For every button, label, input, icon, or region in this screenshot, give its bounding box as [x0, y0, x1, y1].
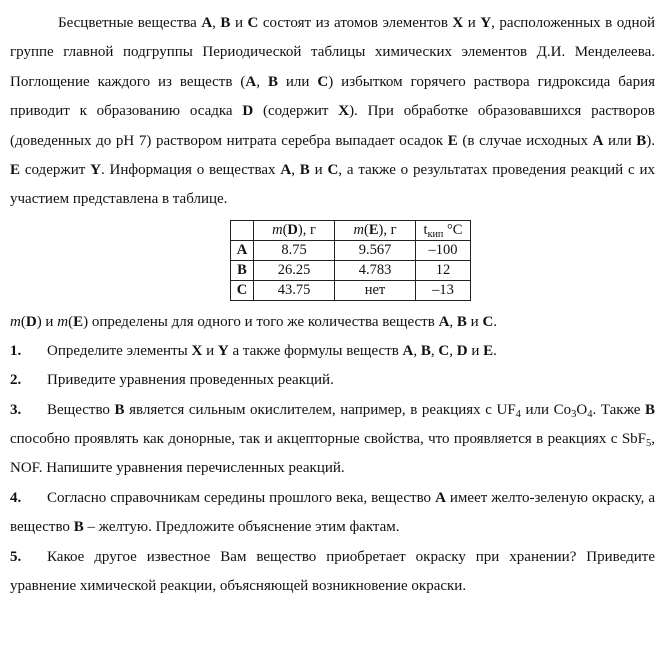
- header-mass-d: m(D), г: [254, 220, 335, 240]
- table-corner-cell: [231, 220, 254, 240]
- question-3: [10, 396, 655, 484]
- question-number: 3.: [10, 401, 22, 418]
- question-number: 5.: [10, 548, 22, 565]
- table-cell: 43.75: [254, 280, 335, 300]
- table-row: [231, 240, 471, 260]
- table-row: [231, 260, 471, 280]
- table-note: m(D) и m(E) определены для одного и того же количества веществ A, B и C.: [10, 313, 498, 330]
- table-cell: 26.25: [254, 260, 335, 280]
- row-label: C: [231, 280, 254, 300]
- row-label: B: [231, 260, 254, 280]
- table-header-row: [231, 220, 471, 240]
- question-text: Согласно справочникам середины прошлого века, вещество A имеет желто-зеленую окраску, а вещество B – желтую. Предложите объяснение этим фактам.: [10, 489, 655, 536]
- table-cell: 8.75: [254, 240, 335, 260]
- table-cell: 4.783: [335, 260, 416, 280]
- table-cell: 9.567: [335, 240, 416, 260]
- question-5: [10, 543, 655, 602]
- question-1: [10, 337, 655, 366]
- table-cell: –13: [416, 280, 471, 300]
- table-cell: –100: [416, 240, 471, 260]
- question-text: Определите элементы X и Y а также формулы веществ A, B, C, D и E.: [47, 342, 497, 359]
- question-number: 4.: [10, 489, 22, 506]
- header-mass-e: m(E), г: [335, 220, 416, 240]
- row-label: A: [231, 240, 254, 260]
- question-text: Вещество B является сильным окислителем, например, в реакциях с $UF_4$ или $Co_3O_4$. Также B способно проявлять как донорные, так и акцепторные свойства, что проявляется в реакциях с SbF$_5$, NOF. Напишите уравнения перечисленных реакций.: [10, 401, 656, 477]
- table-cell: 12: [416, 260, 471, 280]
- question-text: Какое другое известное Вам вещество приобретает окраску при хранении? Приведите уравнение химической реакции, объясняющей возникновение окраски.: [10, 548, 655, 595]
- question-number: 2.: [10, 372, 22, 389]
- problem-intro: Бесцветные вещества A, B и C состоят из атомов элементов X и Y, расположенных в одной группе главной подгруппы Периодической таблицы химических элементов Д.И. Менделеева. Поглощение каждого из веществ (A, B или C) избытком горячего раствора гидроксида бария приводит к образованию осадка D (содержит X). При обработке образовавшихся растворов (доведенных до pH 7) раствором нитрата серебра выпадает осадок E (в случае исходных A или B). E содержит Y. Информация о веществах A, B и C, а также о результатах проведения реакций с их участием представлена в таблице.: [10, 15, 656, 208]
- data-table: [230, 220, 471, 301]
- header-boiling-point: $t_{кип}$ °C: [416, 220, 471, 240]
- question-2: [10, 366, 655, 395]
- question-text: Приведите уравнения проведенных реакций.: [47, 372, 334, 389]
- table-cell: нет: [335, 280, 416, 300]
- question-number: 1.: [10, 342, 22, 359]
- question-4: [10, 484, 655, 543]
- table-row: [231, 280, 471, 300]
